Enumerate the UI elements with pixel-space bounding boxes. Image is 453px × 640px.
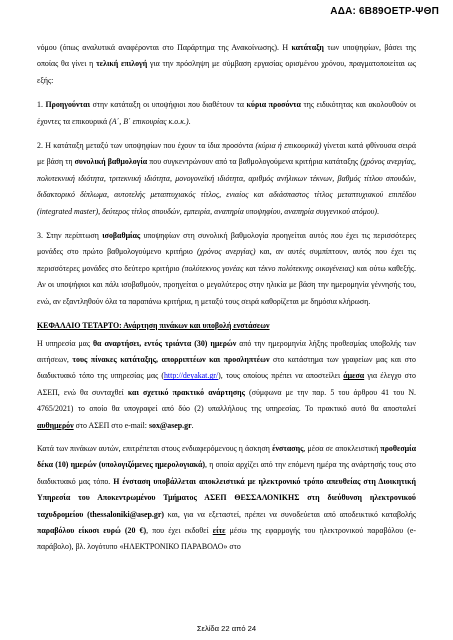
page-number: Σελίδα 22 από 24 <box>196 624 257 633</box>
paragraph-rule-1: 1. Προηγούνται στην κατάταξη οι υποψήφιοι που διαθέτουν τα κύρια προσόντα της ειδικότητας και ακολουθούν οι έχοντες τα επικουρικά (Α΄, Β΄ επικουρίας κ.ο.κ.). <box>37 100 416 126</box>
paragraph-objections: Κατά των πινάκων αυτών, επιτρέπεται στους ενδιαφερόμενους η άσκηση ένστασης, μέσα σε αποκλειστική προθεσμία δέκα (10) ημερών (υπολογιζόμενες ημερολογιακά), η οποία αρχίζει από την επόμενη ημέρα της ανάρτησής τους στο διαδικτυακό μας τόπο. Η ένσταση υποβάλλεται αποκλειστικά με ηλεκτρονικό τρόπο απευθείας στη Διοικητική Υπηρεσία του Αποκεντρωμένου Τμήματος ΑΣΕΠ ΘΕΣΣΑΛΟΝΙΚΗΣ στη διεύθυνση ηλεκτρονικού ταχυδρομείου (thessaloniki@asep.gr) και, για να εξεταστεί, πρέπει να συνοδεύεται από αποδεικτικό καταβολής παραβόλου είκοσι ευρώ (20 €), που έχει εκδοθεί είτε μέσω της εφαρμογής του ηλεκτρονικού παραβόλου (e-παράβολο), βλ. λογότυπο «ΗΛΕΚΤΡΟΝΙΚΟ ΠΑΡΑΒΟΛΟ» στο <box>37 443 417 552</box>
email-address: sox@asep.gr <box>148 420 192 430</box>
paragraph-posting: Η υπηρεσία μας θα αναρτήσει, εντός τριάντα (30) ημερών από την ημερομηνία λήξης προθεσμίας υποβολής των αιτήσεων, τους πίνακες κατάταξης, απορριπτέων και προσληπτέων στο κατάστημα των γραφείων μας και στο διαδικτυακό τόπο της υπηρεσίας μας (http://deyakat.gr/), τους οποίους πρέπει να αποστείλει άμεσα για έλεγχο στο ΑΣΕΠ, ενώ θα συνταχθεί και σχετικό πρακτικό ανάρτησης (σύμφωνα με την παρ. 5 του άρθρου 41 του Ν. 4765/2021) το οποίο θα υπογραφεί από δύο (2) υπαλλήλους της υπηρεσίας. Το πρακτικό αυτό θα αποσταλεί αυθημερόν στο ΑΣΕΠ στο e-mail: sox@asep.gr. <box>37 338 416 430</box>
paragraph-ranking-intro: νόμου (όπως αναλυτικά αναφέρονται στο Παράρτημα της Ανακοίνωσης). Η κατάταξη των υποψηφίων, βάσει της οποίας θα γίνει η τελική επιλογή για την πρόσληψη με σύμβαση εργασίας ορισμένου χρόνου, πραγματοποιείται ως εξής: <box>37 43 416 85</box>
paragraph-rule-2: 2. Η κατάταξη μεταξύ των υποψηφίων που έχουν τα ίδια προσόντα (κύρια ή επικουρικά) γίνεται κατά φθίνουσα σειρά με βάση τη συνολική βαθμολογία που συγκεντρώνουν από τα βαθμολογούμενα κριτήρια κατάταξης (χρόνος ανεργίας, πολυτεκνική ιδιότητα, τριτεκνική ιδιότητα, μονογονεϊκή ιδιότητα, αριθμός ανήλικων τέκνων, βαθμός τίτλου σπουδών, διδακτορικό δίπλωμα, αυτοτελής μεταπτυχιακός τίτλος, ενιαίος και αδιάσπαστος τίτλος μεταπτυχιακού επιπέδου (integrated master), δεύτερος τίτλος σπουδών, εμπειρία, αναπηρία υποψηφίου, αναπηρία συγγενικού ατόμου). <box>37 141 416 216</box>
website-link[interactable]: http://deyakat.gr/ <box>163 371 219 381</box>
section-heading: ΚΕΦΑΛΑΙΟ ΤΕΤΑΡΤΟ: Ανάρτηση πινάκων και υποβολή ενστάσεων <box>37 321 270 331</box>
paragraph-rule-3: 3. Στην περίπτωση ισοβαθμίας υποψηφίων στη συνολική βαθμολογία προηγείται αυτός που έχει τις περισσότερες μονάδες στο πρώτο βαθμολογούμενο κριτήριο (χρόνος ανεργίας) και, αν αυτές συμπίπτουν, αυτός που έχει τις περισσότερες μονάδες στο δεύτερο κριτήριο (πολύτεκνος γονέας και τέκνο πολύτεκνης οικογένειας) και ούτω καθεξής. Αν οι υποψήφιοι και πάλι ισοβαθμούν, προηγείται ο μεγαλύτερος στην ηλικία με βάση την ημερομηνία γέννησής του, ενώ, αν εξαντληθούν όλα τα παραπάνω κριτήρια, η μεταξύ τους σειρά καθορίζεται με δημόσια κλήρωση. <box>37 231 416 306</box>
document-body <box>37 40 416 564</box>
ada-code: ΑΔΑ: 6Β89ΟΕΤΡ-ΨΘΠ <box>330 6 439 17</box>
